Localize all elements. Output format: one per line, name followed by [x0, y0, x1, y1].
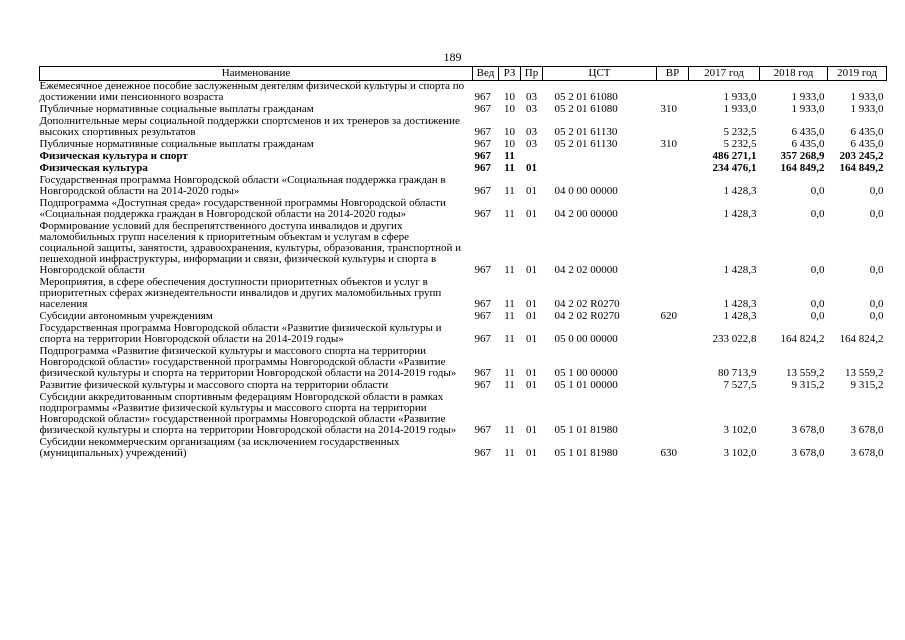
- budget-table: [39, 66, 887, 459]
- cell-2019: 164 824,2: [839, 333, 884, 345]
- cell-name: Подпрограмма «Развитие физической культуры и массового спорта на территории Новгородской области» государственной программы Новгородской области «Развитие физической культуры и спорта на территории Новгородской области на 2014-2019 годы»: [39, 345, 457, 379]
- cell-cst: 05 2 01 61080: [554, 103, 618, 115]
- cell-ved: 967: [474, 126, 491, 138]
- cell-2017: 1 428,3: [723, 264, 757, 276]
- cell-name: Субсидии аккредитованным спортивным федерациям Новгородской области в рамках подпрограммы «Развитие физической культуры и массового спорта на территории Новгородской области» государственной программы Новгородской области «Развитие физической культуры и спорта на территории Новгородской области на 2014-2019 годы»: [39, 391, 457, 436]
- cell-cst: 05 2 01 61130: [554, 126, 618, 138]
- cell-ved: 967: [474, 447, 491, 459]
- cell-name: Физическая культура и спорт: [39, 150, 188, 162]
- cell-pr: 01: [526, 310, 537, 322]
- cell-2018: 164 849,2: [780, 162, 825, 174]
- cell-ved: 967: [474, 424, 491, 436]
- cell-name: Подпрограмма «Доступная среда» государственной программы Новгородской области «Социальная поддержка граждан в Новгородской области на 2014-2020 годы»: [39, 197, 446, 220]
- cell-rz: 11: [504, 208, 515, 220]
- table-row: [40, 103, 887, 115]
- cell-vr: [657, 162, 689, 174]
- cell-ved: 967: [474, 150, 491, 162]
- cell-2018: 0,0: [810, 264, 825, 276]
- cell-vr: 310: [660, 138, 677, 150]
- cell-2017: 233 022,8: [712, 333, 757, 345]
- cell-2017: 486 271,1: [712, 150, 757, 162]
- cell-cst: 04 2 02 R0270: [554, 298, 620, 310]
- cell-2018: 9 315,2: [791, 379, 825, 391]
- cell-name: Ежемесячное денежное пособие заслуженным деятелям физической культуры и спорта по достижении ими пенсионного возраста: [39, 80, 465, 103]
- cell-cst: [543, 150, 657, 162]
- cell-2019: 1 933,0: [850, 91, 884, 103]
- table-row: [40, 322, 887, 345]
- cell-2017: 1 933,0: [723, 91, 757, 103]
- cell-cst: 05 1 01 81980: [554, 424, 618, 436]
- cell-ved: 967: [474, 264, 491, 276]
- cell-2017: 80 713,9: [718, 367, 757, 379]
- cell-cst: 05 1 01 81980: [554, 447, 618, 459]
- cell-2017: 3 102,0: [723, 447, 757, 459]
- cell-2019: 6 435,0: [850, 138, 884, 150]
- cell-rz: 11: [504, 333, 515, 345]
- table-row: [40, 220, 887, 276]
- cell-rz: 11: [504, 150, 515, 162]
- header-2019: 2019 год: [828, 67, 887, 81]
- table-row: [40, 174, 887, 197]
- table-header-row: [40, 67, 887, 81]
- table-row: [40, 276, 887, 310]
- cell-name: Субсидии некоммерческим организациям (за исключением государственных (муниципальных) учреждений): [39, 436, 400, 459]
- cell-pr: 01: [526, 333, 537, 345]
- cell-ved: 967: [474, 379, 491, 391]
- cell-2017: 5 232,5: [723, 138, 757, 150]
- header-name: Наименование: [40, 67, 473, 81]
- cell-cst: 04 2 02 00000: [554, 264, 618, 276]
- table-row: [40, 310, 887, 322]
- cell-ved: 967: [474, 138, 491, 150]
- cell-rz: 11: [504, 298, 515, 310]
- cell-vr: [657, 391, 689, 436]
- cell-pr: 03: [526, 103, 537, 115]
- cell-2017: 3 102,0: [723, 424, 757, 436]
- cell-2017: 5 232,5: [723, 126, 757, 138]
- cell-pr: 01: [526, 185, 537, 197]
- header-cst: ЦСТ: [543, 67, 657, 81]
- table-row: [40, 436, 887, 459]
- cell-rz: 11: [504, 379, 515, 391]
- cell-2017: 1 428,3: [723, 208, 757, 220]
- cell-2019: 1 933,0: [850, 103, 884, 115]
- table-body: [40, 81, 887, 460]
- header-2018: 2018 год: [760, 67, 828, 81]
- cell-ved: 967: [474, 91, 491, 103]
- cell-2018: 6 435,0: [791, 138, 825, 150]
- cell-2018: 0,0: [810, 310, 825, 322]
- cell-2018: 0,0: [810, 208, 825, 220]
- cell-rz: 11: [504, 185, 515, 197]
- table-row: [40, 150, 887, 162]
- cell-name: Мероприятия, в сфере обеспечения доступности приоритетных объектов и услуг в приоритетных сферах жизнедеятельности инвалидов и других маломобильных групп населения: [39, 276, 442, 310]
- cell-vr: [657, 276, 689, 310]
- cell-ved: 967: [474, 162, 491, 174]
- cell-pr: 01: [526, 298, 537, 310]
- cell-rz: 11: [504, 310, 515, 322]
- cell-vr: [657, 220, 689, 276]
- cell-2019: 3 678,0: [850, 447, 884, 459]
- cell-name: Физическая культура: [39, 162, 148, 174]
- cell-name: Дополнительные меры социальной поддержки спортсменов и их тренеров за достижение высоких спортивных результатов: [39, 115, 460, 138]
- table-row: [40, 162, 887, 174]
- cell-2019: 0,0: [869, 264, 884, 276]
- cell-2018: 1 933,0: [791, 103, 825, 115]
- cell-rz: 11: [504, 264, 515, 276]
- cell-2019: 9 315,2: [850, 379, 884, 391]
- table-row: [40, 197, 887, 220]
- cell-cst: [543, 162, 657, 174]
- cell-2018: 3 678,0: [791, 424, 825, 436]
- cell-ved: 967: [474, 333, 491, 345]
- cell-ved: 967: [474, 367, 491, 379]
- cell-vr: [657, 322, 689, 345]
- cell-pr: 01: [526, 208, 537, 220]
- cell-cst: 04 2 02 R0270: [554, 310, 620, 322]
- cell-pr: 01: [526, 264, 537, 276]
- cell-2018: 1 933,0: [791, 91, 825, 103]
- cell-pr: 01: [526, 367, 537, 379]
- cell-vr: [657, 81, 689, 104]
- cell-vr: [657, 115, 689, 138]
- cell-cst: 05 2 01 61080: [554, 91, 618, 103]
- cell-name: Государственная программа Новгородской области «Социальная поддержка граждан в Новгородской области на 2014-2020 годы»: [39, 174, 446, 197]
- cell-rz: 10: [504, 103, 515, 115]
- cell-2018: 0,0: [810, 298, 825, 310]
- cell-2018: 13 559,2: [786, 367, 825, 379]
- cell-rz: 11: [504, 447, 515, 459]
- cell-2019: 0,0: [869, 185, 884, 197]
- table-row: [40, 81, 887, 104]
- cell-rz: 11: [504, 162, 515, 174]
- cell-2017: 1 933,0: [723, 103, 757, 115]
- cell-cst: 05 1 00 00000: [554, 367, 618, 379]
- cell-cst: 04 2 00 00000: [554, 208, 618, 220]
- cell-2017: 1 428,3: [723, 185, 757, 197]
- cell-ved: 967: [474, 310, 491, 322]
- cell-pr: 01: [526, 447, 537, 459]
- cell-name: Публичные нормативные социальные выплаты гражданам: [39, 138, 314, 150]
- cell-2019: 13 559,2: [845, 367, 884, 379]
- cell-rz: 10: [504, 138, 515, 150]
- cell-2018: 3 678,0: [791, 447, 825, 459]
- cell-name: Публичные нормативные социальные выплаты гражданам: [39, 103, 314, 115]
- cell-2017: 1 428,3: [723, 298, 757, 310]
- cell-pr: 03: [526, 138, 537, 150]
- cell-pr: 03: [526, 91, 537, 103]
- cell-2019: 3 678,0: [850, 424, 884, 436]
- cell-vr: 310: [660, 103, 677, 115]
- cell-ved: 967: [474, 298, 491, 310]
- cell-2018: 6 435,0: [791, 126, 825, 138]
- cell-2018: 357 268,9: [780, 150, 825, 162]
- cell-name: Субсидии автономным учреждениям: [39, 310, 213, 322]
- cell-vr: [657, 345, 689, 379]
- header-2017: 2017 год: [689, 67, 760, 81]
- table-row: [40, 345, 887, 379]
- cell-rz: 10: [504, 91, 515, 103]
- cell-cst: 05 0 00 00000: [554, 333, 618, 345]
- cell-2018: 164 824,2: [780, 333, 825, 345]
- cell-rz: 11: [504, 367, 515, 379]
- cell-2019: 0,0: [869, 310, 884, 322]
- header-pr: Пр: [521, 67, 543, 81]
- cell-vr: [657, 150, 689, 162]
- cell-name: Формирование условий для беспрепятственного доступа инвалидов и других маломобильных групп населения к приоритетным объектам и услугам в сфере социальной защиты, занятости, здравоохранения, культуры, образования, транспортной и пешеходной инфраструктуры, информации и связи, физической культуры и спорта в Новгородской области: [39, 220, 462, 276]
- header-vr: ВР: [657, 67, 689, 81]
- cell-ved: 967: [474, 208, 491, 220]
- cell-vr: [657, 379, 689, 391]
- cell-2019: 0,0: [869, 298, 884, 310]
- cell-vr: 620: [660, 310, 677, 322]
- cell-2017: 234 476,1: [712, 162, 757, 174]
- table-row: [40, 391, 887, 436]
- cell-rz: 11: [504, 424, 515, 436]
- cell-name: Государственная программа Новгородской области «Развитие физической культуры и спорта на территории Новгородской области на 2014-2019 годы»: [39, 322, 442, 345]
- cell-pr: 03: [526, 126, 537, 138]
- cell-2019: 164 849,2: [839, 162, 884, 174]
- cell-ved: 967: [474, 103, 491, 115]
- cell-pr: 01: [526, 379, 537, 391]
- cell-vr: 630: [660, 447, 677, 459]
- page-number: 189: [443, 50, 462, 64]
- cell-pr: [521, 150, 543, 162]
- cell-vr: [657, 197, 689, 220]
- cell-pr: 01: [526, 424, 537, 436]
- cell-2019: 203 245,2: [839, 150, 884, 162]
- cell-pr: 01: [526, 162, 537, 174]
- cell-2017: 1 428,3: [723, 310, 757, 322]
- table-row: [40, 115, 887, 138]
- cell-name: Развитие физической культуры и массового спорта на территории области: [39, 379, 389, 391]
- cell-vr: [657, 174, 689, 197]
- cell-2018: 0,0: [810, 185, 825, 197]
- table-row: [40, 138, 887, 150]
- cell-2019: 6 435,0: [850, 126, 884, 138]
- cell-2019: 0,0: [869, 208, 884, 220]
- cell-cst: 04 0 00 00000: [554, 185, 618, 197]
- cell-ved: 967: [474, 185, 491, 197]
- table-row: [40, 379, 887, 391]
- cell-rz: 10: [504, 126, 515, 138]
- header-ved: Вед: [473, 67, 499, 81]
- cell-cst: 05 1 01 00000: [554, 379, 618, 391]
- header-rz: РЗ: [499, 67, 521, 81]
- cell-2017: 7 527,5: [723, 379, 757, 391]
- cell-cst: 05 2 01 61130: [554, 138, 618, 150]
